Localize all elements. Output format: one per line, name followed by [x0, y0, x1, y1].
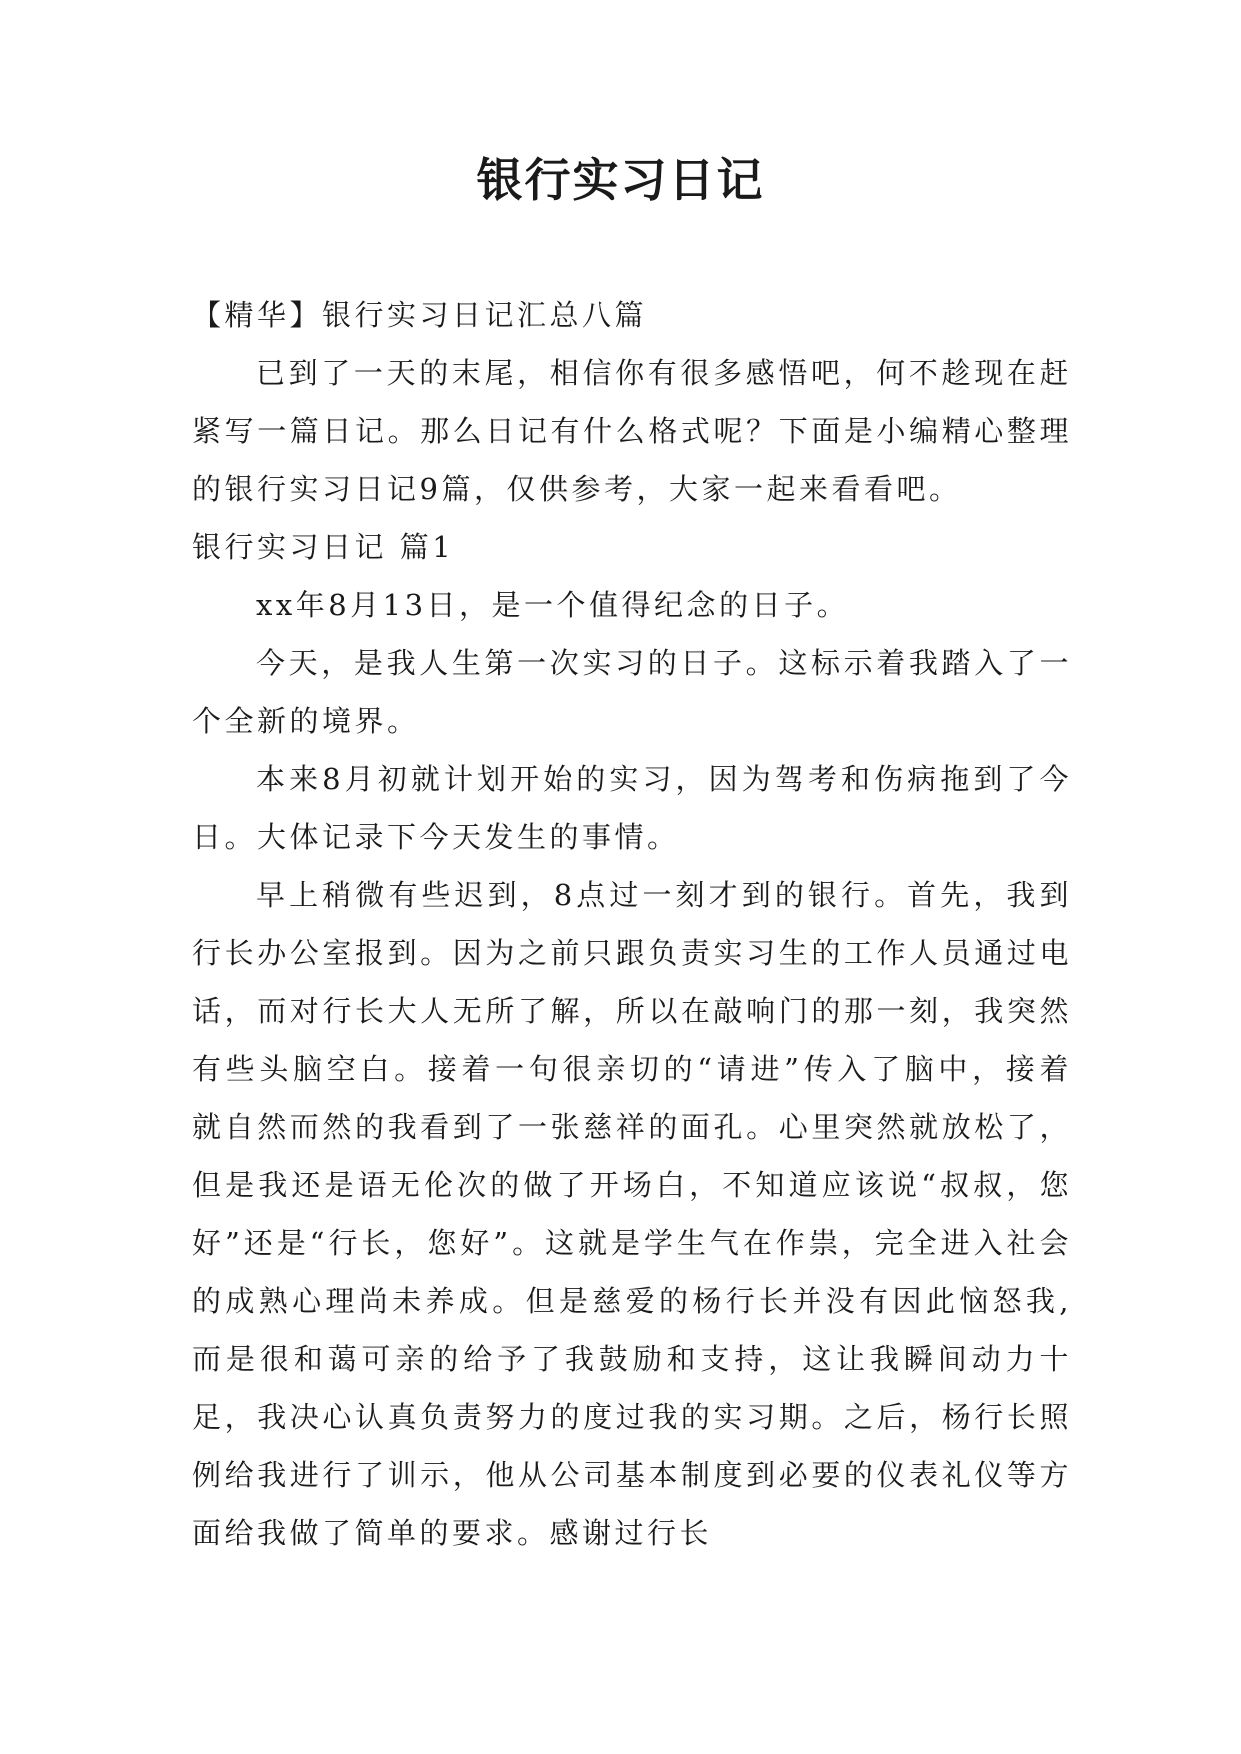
body-paragraph: 本来8月初就计划开始的实习，因为驾考和伤病拖到了今日。大体记录下今天发生的事情。	[192, 762, 1072, 854]
body-paragraph: 今天，是我人生第一次实习的日子。这标示着我踏入了一个全新的境界。	[192, 646, 1072, 738]
document-body	[192, 286, 1072, 1562]
document-title: 银行实习日记	[476, 153, 765, 207]
body-paragraph: 早上稍微有些迟到，8点过一刻才到的银行。首先，我到行长办公室报到。因为之前只跟负责实习生的工作人员通过电话，而对行长大人无所了解，所以在敲响门的那一刻，我突然有些头脑空白。接着一句很亲切的“请进”传入了脑中，接着就自然而然的我看到了一张慈祥的面孔。心里突然就放松了，但是我还是语无伦次的做了开场白，不知道应该说“叔叔，您好”还是“行长，您好”。这就是学生气在作祟，完全进入社会的成熟心理尚未养成。但是慈爱的杨行长并没有因此恼怒我,而是很和蔼可亲的给予了我鼓励和支持，这让我瞬间动力十足，我决心认真负责努力的度过我的实习期。之后，杨行长照例给我进行了训示，他从公司基本制度到必要的仪表礼仪等方面给我做了简单的要求。感谢过行长	[192, 878, 1072, 1550]
body-paragraph: xx年8月13日，是一个值得纪念的日子。	[256, 588, 850, 622]
section-heading: 银行实习日记 篇1	[192, 530, 455, 564]
document-subtitle: 【精华】银行实习日记汇总八篇	[192, 298, 648, 332]
intro-paragraph: 已到了一天的末尾，相信你有很多感悟吧，何不趁现在赶紧写一篇日记。那么日记有什么格式呢？下面是小编精心整理的银行实习日记9篇，仅供参考，大家一起来看看吧。	[192, 356, 1072, 506]
